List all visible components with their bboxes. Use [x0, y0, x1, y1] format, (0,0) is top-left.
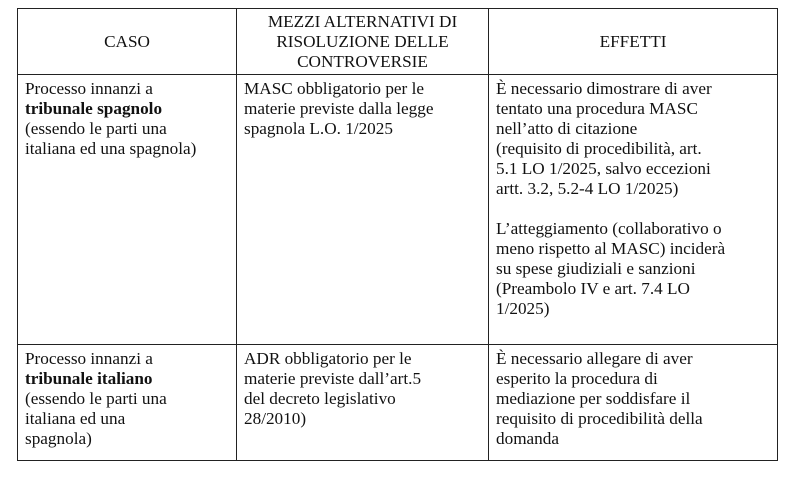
header-effetti-label: EFFETTI [599, 31, 667, 51]
cell-text-line: materie previste dall’art.5 [244, 369, 422, 388]
header-mezzi-line: CONTROVERSIE [297, 51, 428, 71]
cell-text-line: italiana ed una [25, 409, 126, 428]
cell-text-line: L’atteggiamento (collaborativo o [496, 219, 722, 238]
cell-text-line: È necessario allegare di aver [496, 349, 693, 368]
cell-mezzi [237, 75, 489, 345]
cell-text-line: (essendo le parti una [25, 389, 167, 408]
cell-text-line: tentato una procedura MASC [496, 99, 698, 118]
cell-text-line: italiana ed una spagnola) [25, 139, 197, 158]
cell-caso [18, 75, 237, 345]
header-caso [18, 9, 237, 75]
cell-text-line: meno rispetto al MASC) inciderà [496, 239, 726, 258]
cell-text-line: ADR obbligatorio per le [244, 349, 412, 368]
cell-text-line: 1/2025) [496, 299, 550, 318]
cell-text-line: nell’atto di citazione [496, 119, 638, 138]
cell-text-line: esperito la procedura di [496, 369, 658, 388]
cell-text-line: del decreto legislativo [244, 389, 396, 408]
header-mezzi [237, 9, 489, 75]
cell-caso [18, 345, 237, 461]
cell-text-line: artt. 3.2, 5.2-4 LO 1/2025) [496, 179, 679, 198]
cell-bold-text: tribunale italiano [25, 369, 153, 388]
cell-effetti [489, 75, 778, 345]
table-row [18, 75, 778, 345]
cell-effetti [489, 345, 778, 461]
table-row [18, 345, 778, 461]
cell-text-line: su spese giudiziali e sanzioni [496, 259, 696, 278]
paragraph-gap [496, 199, 770, 219]
cell-text-line: 5.1 LO 1/2025, salvo eccezioni [496, 159, 711, 178]
cell-text-line: Processo innanzi a [25, 349, 153, 368]
cell-text-line: spagnola) [25, 429, 92, 448]
cell-text-line: requisito di procedibilità della [496, 409, 703, 428]
cell-text-line: (Preambolo IV e art. 7.4 LO [496, 279, 690, 298]
cell-bold-text: tribunale spagnolo [25, 99, 163, 118]
header-mezzi-line: RISOLUZIONE DELLE [276, 31, 449, 51]
cell-text-line: È necessario dimostrare di aver [496, 79, 712, 98]
cell-text-line: 28/2010) [244, 409, 307, 428]
cell-text-line: domanda [496, 429, 560, 448]
comparison-table [17, 8, 778, 461]
header-row [18, 9, 778, 75]
cell-text-line: (essendo le parti una [25, 119, 167, 138]
cell-mezzi [237, 345, 489, 461]
cell-text-line: spagnola L.O. 1/2025 [244, 119, 393, 138]
cell-text-line: (requisito di procedibilità, art. [496, 139, 702, 158]
cell-text-line: MASC obbligatorio per le [244, 79, 424, 98]
header-mezzi-line: MEZZI ALTERNATIVI DI [267, 11, 458, 31]
cell-text-line: mediazione per soddisfare il [496, 389, 691, 408]
cell-text-line: Processo innanzi a [25, 79, 153, 98]
header-caso-label: CASO [104, 31, 150, 51]
header-effetti [489, 9, 778, 75]
cell-text-line: materie previste dalla legge [244, 99, 434, 118]
